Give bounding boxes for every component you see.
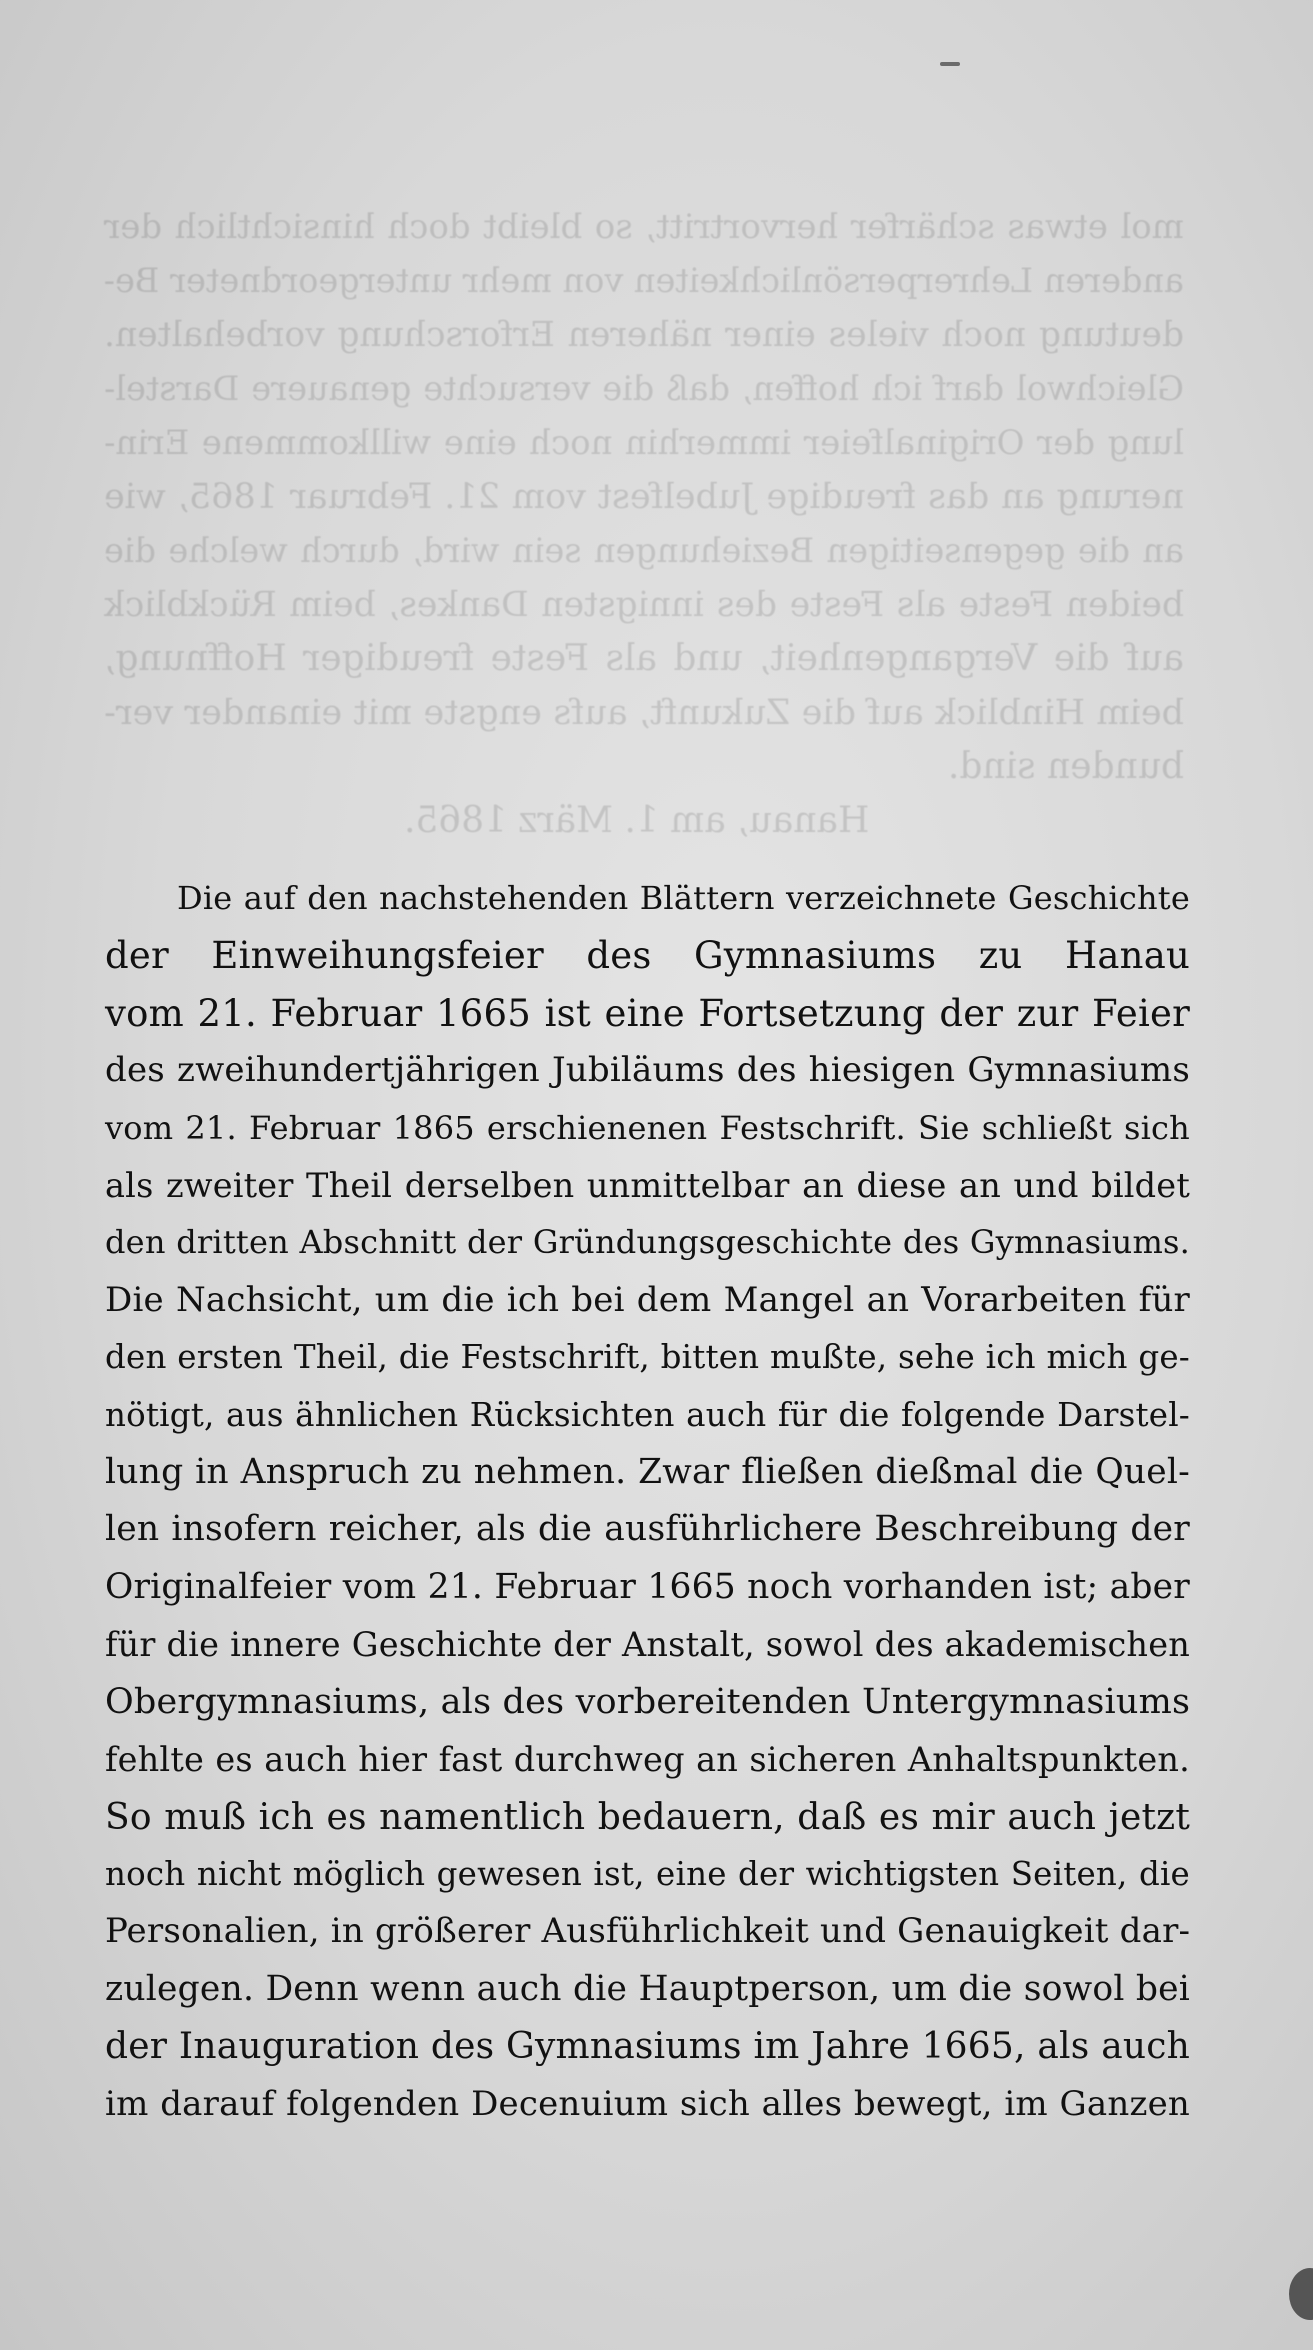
text-line: Personalien, in größerer Ausführlichkeit und Genauigkeit dar- bbox=[105, 1911, 1191, 1952]
bleed-through-text bbox=[104, 200, 1184, 848]
text-line: Die auf den nachstehenden Blättern verzeichnete Geschichte bbox=[177, 879, 1190, 917]
page-mark bbox=[940, 62, 960, 66]
bleed-line: auf die Vergangenheit, und als Feste freudiger Hoffnung, bbox=[104, 638, 1184, 679]
text-line: len insofern reicher, als die ausführlichere Beschreibung der bbox=[105, 1509, 1190, 1550]
bleed-line: bunden sind. bbox=[947, 746, 1184, 787]
text-line: vom 21. Februar 1865 erschienenen Festschrift. Sie schließt sich bbox=[105, 1108, 1190, 1147]
text-line: lung in Anspruch zu nehmen. Zwar fließen dießmal die Quel- bbox=[105, 1452, 1190, 1493]
text-line: im darauf folgenden Decenuium sich alles bewegt, im Ganzen bbox=[105, 2083, 1190, 2124]
text-line: vom 21. Februar 1665 ist eine Fortsetzung der zur Feier bbox=[105, 991, 1190, 1035]
text-line: Die Nachsicht, um die ich bei dem Mangel an Vorarbeiten für bbox=[105, 1279, 1190, 1320]
text-line: noch nicht möglich gewesen ist, eine der wichtigsten Seiten, die bbox=[105, 1854, 1190, 1893]
bleed-line: nerung an das freudige Jubelfest vom 21. Februar 1865, wie bbox=[104, 477, 1184, 517]
bleed-signature: Hanau, am 1. März 1865. bbox=[404, 800, 870, 841]
bleed-line: lung der Originalfeier immerhin noch eine willkommene Erin- bbox=[104, 423, 1184, 463]
bleed-line: beiden Feste als Feste des innigsten Dankes, beim Rückblick bbox=[104, 585, 1184, 625]
text-line: nötigt, aus ähnlichen Rücksichten auch für die folgende Darstel- bbox=[105, 1395, 1190, 1434]
bleed-line: deutung noch vieles einer näheren Erforschung vorbehalten. bbox=[104, 315, 1184, 355]
bleed-line: Gleichwol darf ich hoffen, daß die versuchte genauere Darstel- bbox=[104, 369, 1184, 408]
body-paragraph bbox=[105, 870, 1190, 2133]
text-line: zulegen. Denn wenn auch die Hauptperson, um die sowol bei bbox=[105, 1968, 1190, 2009]
bleed-line: an die gegenseitigen Beziehungen sein wird, durch welche die bbox=[104, 531, 1184, 570]
bleed-line: anderen Lehrerpersönlichkeiten von mehr untergeordneter Be- bbox=[104, 261, 1184, 300]
bleed-line: mol etwas schärfer hervortritt, so bleibt doch hinsichtlich der bbox=[104, 207, 1184, 247]
text-line: der Einweihungsfeier des Gymnasiums zu Hanau bbox=[105, 934, 1190, 978]
edge-blot bbox=[1289, 2268, 1313, 2320]
text-line: für die innere Geschichte der Anstalt, sowol des akademischen bbox=[105, 1625, 1190, 1665]
text-line: Obergymnasiums, als des vorbereitenden Untergymnasiums bbox=[105, 1681, 1191, 1722]
text-line: des zweihundertjährigen Jubiläums des hiesigen Gymnasiums bbox=[105, 1050, 1190, 1091]
text-line: Originalfeier vom 21. Februar 1665 noch vorhanden ist; aber bbox=[105, 1566, 1190, 1607]
text-line: So muß ich es namentlich bedauern, daß es mir auch jetzt bbox=[105, 1796, 1190, 1838]
text-line: den dritten Abschnitt der Gründungsgeschichte des Gymnasiums. bbox=[105, 1223, 1190, 1262]
text-line: als zweiter Theil derselben unmittelbar an diese an und bildet bbox=[105, 1166, 1190, 1206]
text-line: fehlte es auch hier fast durchweg an sicheren Anhaltspunkten. bbox=[105, 1740, 1190, 1780]
text-line: den ersten Theil, die Festschrift, bitten mußte, sehe ich mich ge- bbox=[105, 1338, 1190, 1377]
text-line: der Inauguration des Gymnasiums im Jahre 1665, als auch bbox=[105, 2026, 1190, 2068]
bleed-line: beim Hinblick auf die Zukunft, aufs engste mit einander ver- bbox=[104, 693, 1184, 733]
